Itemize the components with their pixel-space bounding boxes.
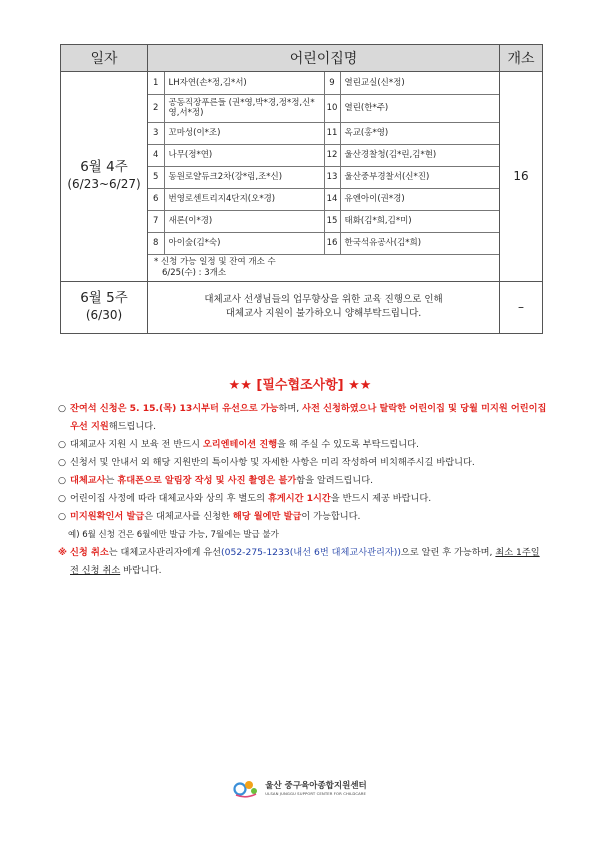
bullet-icon: ○ — [58, 457, 67, 468]
center-name: 옥교(홍*영) — [340, 122, 499, 144]
week4-range: (6/23~6/27) — [67, 177, 141, 192]
center-number: 11 — [324, 122, 340, 144]
availability-note — [148, 254, 499, 281]
center-number: 4 — [148, 144, 164, 166]
bullet-icon: ○ — [58, 439, 67, 450]
center-name: 한국석유공사(김*희) — [340, 232, 499, 254]
week5-message-line1: 대체교사 선생님들의 업무향상을 위한 교육 진행으로 인해 — [204, 294, 443, 305]
header-count: 개소 — [500, 45, 543, 72]
center-name: 유엔아이(권*경) — [340, 188, 499, 210]
notice-list — [58, 400, 548, 580]
week5-cell — [61, 281, 148, 333]
notice-6-text: 은 대체교사를 신청한 — [144, 511, 233, 522]
notice-6-highlight: 미지원확인서 발급 — [70, 511, 145, 522]
asterisk-icon: ※ — [58, 547, 67, 558]
center-number: 14 — [324, 188, 340, 210]
bullet-icon: ○ — [58, 493, 67, 504]
week5-message-line2: 대체교사 지원이 불가하오니 양해부탁드립니다. — [225, 308, 422, 319]
bullet-icon: ○ — [58, 403, 67, 414]
center-name: 태화(김*희,김*미) — [340, 210, 499, 232]
center-name: 새론(이*경) — [164, 210, 324, 232]
notice-1-tail: 해드립니다. — [108, 421, 156, 432]
notice-4-highlight-2: 휴대폰으로 알림장 작성 및 사진 촬영은 불가 — [117, 475, 297, 486]
notice-item-7 — [58, 544, 548, 580]
center-row — [148, 210, 499, 232]
notice-7-tail: 바랍니다. — [120, 565, 162, 576]
center-name: 아이숲(김*숙) — [164, 232, 324, 254]
center-number: 2 — [148, 94, 164, 122]
center-name: LH자연(손*정,김*서) — [164, 72, 324, 94]
notice-2-text: 대체교사 지원 시 보육 전 반드시 — [70, 439, 203, 450]
center-name: 울산중부경찰서(신*진) — [340, 166, 499, 188]
notice-1-highlight-2: 사전 신청하였으나 탈락한 어린이집 및 당월 미지원 어린이집 우선 지원 — [70, 403, 547, 432]
bullet-icon: ○ — [58, 511, 67, 522]
center-number: 9 — [324, 72, 340, 94]
center-name: 번영로센트리지4단지(오*경) — [164, 188, 324, 210]
week5-count: – — [500, 281, 543, 333]
notice-6-highlight-2: 해당 월에만 발급 — [232, 511, 302, 522]
week4-cell — [61, 72, 148, 282]
notice-7-text-2: 으로 알린 후 가능하며, — [400, 547, 496, 558]
notice-5-tail: 을 반드시 제공 바랍니다. — [330, 493, 432, 504]
center-number: 1 — [148, 72, 164, 94]
center-row — [148, 72, 499, 94]
center-row — [148, 166, 499, 188]
notice-7-underlined: 최소 1주일 전 신청 취소 — [70, 547, 540, 576]
availability-note-row — [148, 254, 499, 281]
notice-3-text: 신청서 및 안내서 외 해당 지원반의 특이사항 및 자세한 사항은 미리 작성하여 비치해주시길 바랍니다. — [70, 457, 475, 468]
notice-item-2 — [58, 436, 548, 454]
week4-row — [61, 72, 543, 282]
notice-7-phone: (052-275-1233(내선 6번 대체교사관리자)) — [221, 547, 401, 558]
bullet-icon: ○ — [58, 475, 67, 486]
center-number: 6 — [148, 188, 164, 210]
week4-count: 16 — [500, 72, 543, 282]
center-name: 울산경찰청(김*린,김*현) — [340, 144, 499, 166]
center-name: 열린(한*주) — [340, 94, 499, 122]
footer — [0, 776, 600, 798]
notice-4-highlight: 대체교사 — [70, 475, 106, 486]
notice-1-text: 하며, — [278, 403, 303, 414]
week5-message — [148, 281, 500, 333]
center-name: 열린교실(신*정) — [340, 72, 499, 94]
footer-center-name: 울산 중구육아종합지원센터 — [265, 780, 367, 791]
center-number: 13 — [324, 166, 340, 188]
center-number: 7 — [148, 210, 164, 232]
notice-title: ★★ [필수협조사항] ★★ — [228, 378, 372, 393]
notice-2-highlight: 오리엔테이션 진행 — [202, 439, 278, 450]
notice-4-tail: 함을 알려드립니다. — [296, 475, 374, 486]
center-number: 12 — [324, 144, 340, 166]
center-name: 공동직장푸른들 (권*영,박*경,정*정,신*영,서*정) — [164, 94, 324, 122]
center-row — [148, 94, 499, 122]
availability-note-title: * 신청 가능 일정 및 잔여 개소 수 — [154, 256, 276, 267]
notice-5-text: 어린이집 사정에 따라 대체교사와 상의 후 별도의 — [70, 493, 268, 504]
center-row — [148, 232, 499, 254]
notice-2-tail: 을 해 주실 수 있도록 부탁드립니다. — [277, 439, 419, 450]
notice-7-text: 는 대체교사관리자에게 유선 — [108, 547, 222, 558]
center-number: 5 — [148, 166, 164, 188]
center-number: 16 — [324, 232, 340, 254]
week5-row — [61, 281, 543, 333]
notice-item-3 — [58, 454, 548, 472]
notice-item-4 — [58, 472, 548, 490]
schedule-table — [60, 44, 543, 334]
notice-1-highlight: 잔여석 신청은 5. 15.(목) 13시부터 유선으로 가능 — [70, 403, 279, 414]
header-date: 일자 — [61, 45, 148, 72]
center-name: 동원로얄듀크2차(강*림,조*신) — [164, 166, 324, 188]
week5-label: 6월 5주 — [80, 290, 128, 306]
notice-item-1 — [58, 400, 548, 436]
notice-4-text: 는 — [105, 475, 118, 486]
table-header-row — [61, 45, 543, 72]
center-number: 15 — [324, 210, 340, 232]
centers-list — [148, 72, 499, 281]
header-centers: 어린이집명 — [148, 45, 500, 72]
notice-item-6 — [58, 508, 548, 526]
center-row — [148, 122, 499, 144]
center-name: 나무(정*연) — [164, 144, 324, 166]
notice-6-tail: 이 가능합니다. — [301, 511, 361, 522]
availability-note-line: 6/25(수) : 3개소 — [162, 267, 227, 278]
notice-item-5 — [58, 490, 548, 508]
notice-7-highlight: 신청 취소 — [70, 547, 109, 558]
notice-6-example: 예) 6월 신청 건은 6월에만 발급 가능, 7월에는 발급 불가 — [68, 530, 279, 540]
center-number: 8 — [148, 232, 164, 254]
center-number: 3 — [148, 122, 164, 144]
week4-label: 6월 4주 — [80, 159, 128, 176]
center-row — [148, 144, 499, 166]
notice-5-highlight: 휴게시간 1시간 — [267, 493, 331, 504]
week5-range: (6/30) — [85, 308, 123, 322]
center-row — [148, 188, 499, 210]
center-logo-icon — [233, 776, 259, 798]
week4-centers-cell — [148, 72, 500, 282]
center-name: 꼬마성(이*조) — [164, 122, 324, 144]
footer-center-name-en: ULSAN JUNGGU SUPPORT CENTER FOR CHILDCARE — [265, 790, 367, 796]
center-number: 10 — [324, 94, 340, 122]
